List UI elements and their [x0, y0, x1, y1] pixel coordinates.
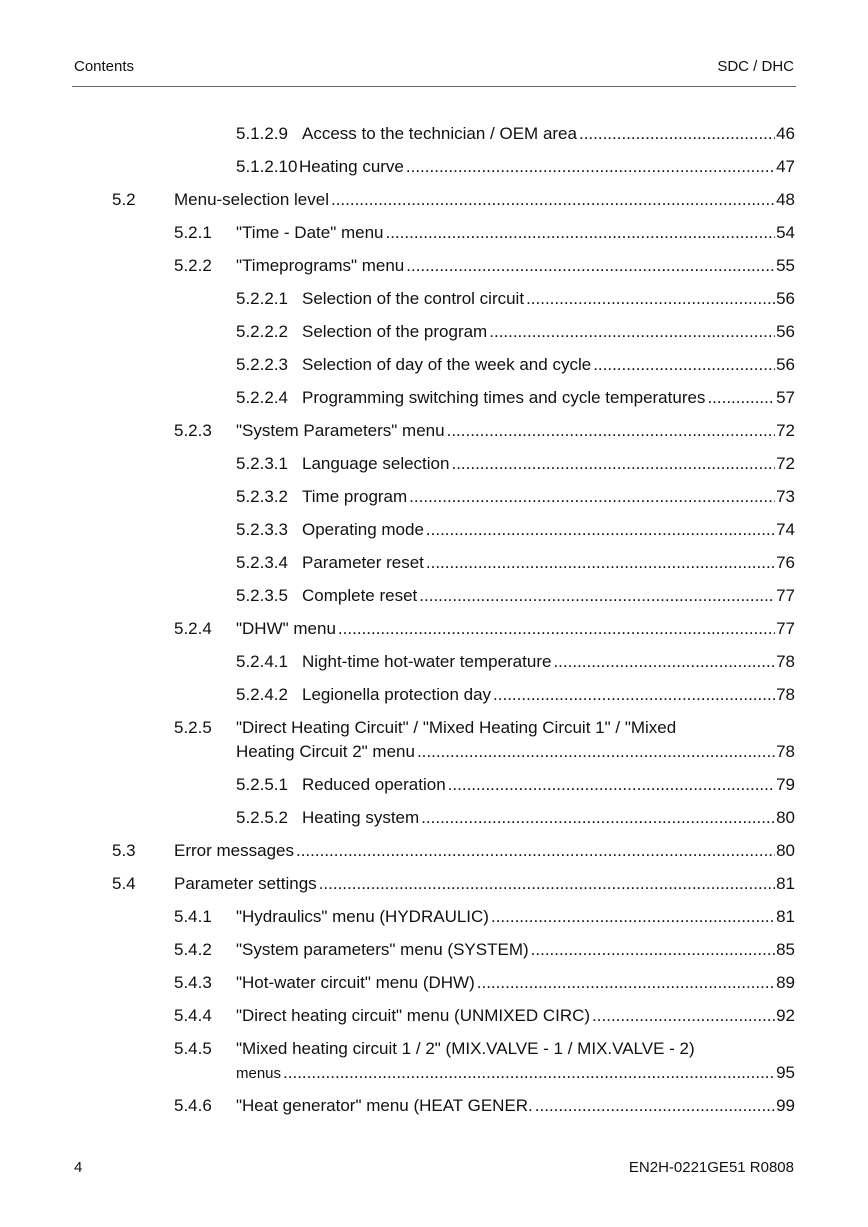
- toc-entry-number: 5.2.3.5: [236, 586, 288, 605]
- toc-entry-number: 5.2.5.1: [236, 775, 288, 794]
- toc-entry-page: 80: [776, 841, 795, 860]
- toc-entry-title: "Hot-water circuit" menu (DHW): [236, 973, 475, 992]
- dot-leader: [426, 551, 775, 575]
- toc-entry-number: 5.2.3.3: [236, 520, 288, 539]
- toc-entry-title: Selection of day of the week and cycle: [302, 355, 592, 374]
- toc-entry-title: Menu-selection level: [174, 190, 329, 209]
- toc-entry-title: menus: [236, 1065, 282, 1082]
- toc-entry-page: 77: [776, 619, 795, 638]
- header-divider: [72, 86, 796, 87]
- dot-leader: [489, 320, 775, 344]
- toc-entry-page: 56: [776, 289, 795, 308]
- toc-entry-number: 5.2.3.1: [236, 454, 288, 473]
- dot-leader: [417, 740, 775, 764]
- toc-entry-number: 5.2.3: [174, 421, 212, 440]
- document-code: EN2H-0221GE51 R0808: [628, 1159, 794, 1176]
- toc-entry-page: 78: [776, 652, 795, 671]
- dot-leader: [419, 584, 775, 608]
- toc-entry-title: "Timeprograms" menu: [236, 256, 405, 275]
- toc-entry-number: 5.1.2.9: [236, 124, 288, 143]
- dot-leader: [493, 683, 775, 707]
- toc-entry-number: 5.2.2.1: [236, 289, 288, 308]
- dot-leader: [385, 221, 775, 245]
- dot-leader: [448, 773, 775, 797]
- toc-entry-number: 5.2.5.2: [236, 808, 288, 827]
- dot-leader: [409, 485, 775, 509]
- dot-leader: [579, 122, 775, 146]
- toc-entry-title: Complete reset: [302, 586, 418, 605]
- toc-entry-page: 47: [776, 157, 795, 176]
- toc-entry-number: 5.4.5: [174, 1039, 212, 1058]
- dot-leader: [451, 452, 775, 476]
- toc-entry-page: 56: [776, 322, 795, 341]
- dot-leader: [447, 419, 775, 443]
- dot-leader: [338, 617, 775, 641]
- dot-leader: [406, 254, 775, 278]
- toc-entry-page: 56: [776, 355, 795, 374]
- toc-entry-page: 76: [776, 553, 795, 572]
- toc-entry-title: Reduced operation: [302, 775, 446, 794]
- toc-entry-title: Heating system: [302, 808, 420, 827]
- dot-leader: [319, 872, 775, 896]
- dot-leader: [592, 1004, 775, 1028]
- header-section-title: Contents: [74, 58, 135, 75]
- toc-entry-title: Selection of the control circuit: [302, 289, 525, 308]
- page-number: 4: [74, 1159, 83, 1176]
- toc-entry-page: 79: [776, 775, 795, 794]
- toc-entry-number: 5.4.2: [174, 940, 212, 959]
- dot-leader: [331, 188, 775, 212]
- toc-entry-page: 73: [776, 487, 795, 506]
- toc-entry-title: "Time - Date" menu: [236, 223, 384, 242]
- toc-entry-title: Selection of the program: [302, 322, 488, 341]
- toc-entry-title: "DHW" menu: [236, 619, 336, 638]
- toc-entry-number: 5.2.1: [174, 223, 212, 242]
- toc-entry-number: 5.2.5: [174, 718, 212, 737]
- toc-entry-number: 5.2.2: [174, 256, 212, 275]
- toc-entry-number: 5.2: [112, 190, 136, 209]
- dot-leader: [707, 386, 775, 410]
- dot-leader: [477, 971, 775, 995]
- toc-entry-page: 72: [776, 454, 795, 473]
- toc-entry-page: 89: [776, 973, 795, 992]
- toc-entry-page: 78: [776, 742, 795, 761]
- dot-leader: [421, 806, 775, 830]
- toc-entry-number: 5.4: [112, 874, 136, 893]
- header-product-name: SDC / DHC: [717, 58, 794, 75]
- toc-entry-number: 5.3: [112, 841, 136, 860]
- dot-leader: [283, 1061, 775, 1085]
- toc-entry-title: Time program: [302, 487, 408, 506]
- toc-entry-page: 95: [776, 1063, 795, 1082]
- dot-leader: [531, 938, 775, 962]
- toc-entry-page: 77: [776, 586, 795, 605]
- dot-leader: [526, 287, 775, 311]
- toc-entry-page: 81: [776, 874, 795, 893]
- toc-entry-page: 57: [776, 388, 795, 407]
- dot-leader: [406, 155, 775, 179]
- toc-entry-title: Programming switching times and cycle temperatures: [302, 388, 706, 407]
- toc-entry-page: 55: [776, 256, 795, 275]
- page-header: [74, 58, 794, 80]
- toc-entry-title: "System parameters" menu (SYSTEM): [236, 940, 529, 959]
- toc-entry-page: 54: [776, 223, 795, 242]
- toc-entry-title: Operating mode: [302, 520, 424, 539]
- toc-entry-number: 5.4.6: [174, 1096, 212, 1115]
- toc-entry-number: 5.4.4: [174, 1006, 212, 1025]
- toc-entry-page: 81: [776, 907, 795, 926]
- toc-entry-title: Night-time hot-water temperature: [302, 652, 552, 671]
- toc-entry-number: 5.2.3.4: [236, 553, 288, 572]
- toc-entry-title: Heating Circuit 2" menu: [236, 742, 415, 761]
- toc-entry-page: 74: [776, 520, 795, 539]
- toc-entry-page: 46: [776, 124, 795, 143]
- toc-entry-number: 5.2.2.3: [236, 355, 288, 374]
- toc-entry-number: 5.4.1: [174, 907, 212, 926]
- dot-leader: [491, 905, 775, 929]
- dot-leader: [593, 353, 775, 377]
- toc-entry-number: 5.2.2.2: [236, 322, 288, 341]
- dot-leader: [426, 518, 775, 542]
- toc-entry-page: 92: [776, 1006, 795, 1025]
- toc-entry-number: 5.4.3: [174, 973, 212, 992]
- toc-entry-title: Parameter settings: [174, 874, 317, 893]
- toc-entry-page: 80: [776, 808, 795, 827]
- toc-entry-title: Language selection: [302, 454, 450, 473]
- toc-entry-title-first-line: "Direct Heating Circuit" / "Mixed Heating Circuit 1" / "Mixed: [236, 718, 677, 737]
- toc-entry-title: Parameter reset: [302, 553, 424, 572]
- toc-entry-title: "System Parameters" menu: [236, 421, 445, 440]
- toc-entry-page: 99: [776, 1096, 795, 1115]
- toc-entry-page: 78: [776, 685, 795, 704]
- toc-entry-number: 5.1.2.10: [236, 157, 298, 176]
- toc-entry-title: "Heat generator" menu (HEAT GENER.: [236, 1096, 533, 1115]
- toc-entry-title: Heating curve: [299, 157, 404, 176]
- toc-entry-number: 5.2.3.2: [236, 487, 288, 506]
- toc-entry-title: Access to the technician / OEM area: [302, 124, 577, 143]
- dot-leader: [535, 1094, 775, 1118]
- dot-leader: [553, 650, 775, 674]
- toc-entry-number: 5.2.4.2: [236, 685, 288, 704]
- toc-entry-page: 85: [776, 940, 795, 959]
- toc-entry-title: "Hydraulics" menu (HYDRAULIC): [236, 907, 489, 926]
- toc-entry-title-first-line: "Mixed heating circuit 1 / 2" (MIX.VALVE - 1 / MIX.VALVE - 2): [236, 1039, 695, 1058]
- toc-entry-number: 5.2.4: [174, 619, 212, 638]
- toc-entry-title: "Direct heating circuit" menu (UNMIXED CIRC): [236, 1006, 591, 1025]
- toc-entry-number: 5.2.2.4: [236, 388, 288, 407]
- page-footer: [74, 1159, 794, 1181]
- dot-leader: [296, 839, 775, 863]
- toc-entry-title: Legionella protection day: [302, 685, 492, 704]
- toc-entry-title: Error messages: [174, 841, 294, 860]
- toc-entry-page: 48: [776, 190, 795, 209]
- toc-entry-number: 5.2.4.1: [236, 652, 288, 671]
- toc-entry-page: 72: [776, 421, 795, 440]
